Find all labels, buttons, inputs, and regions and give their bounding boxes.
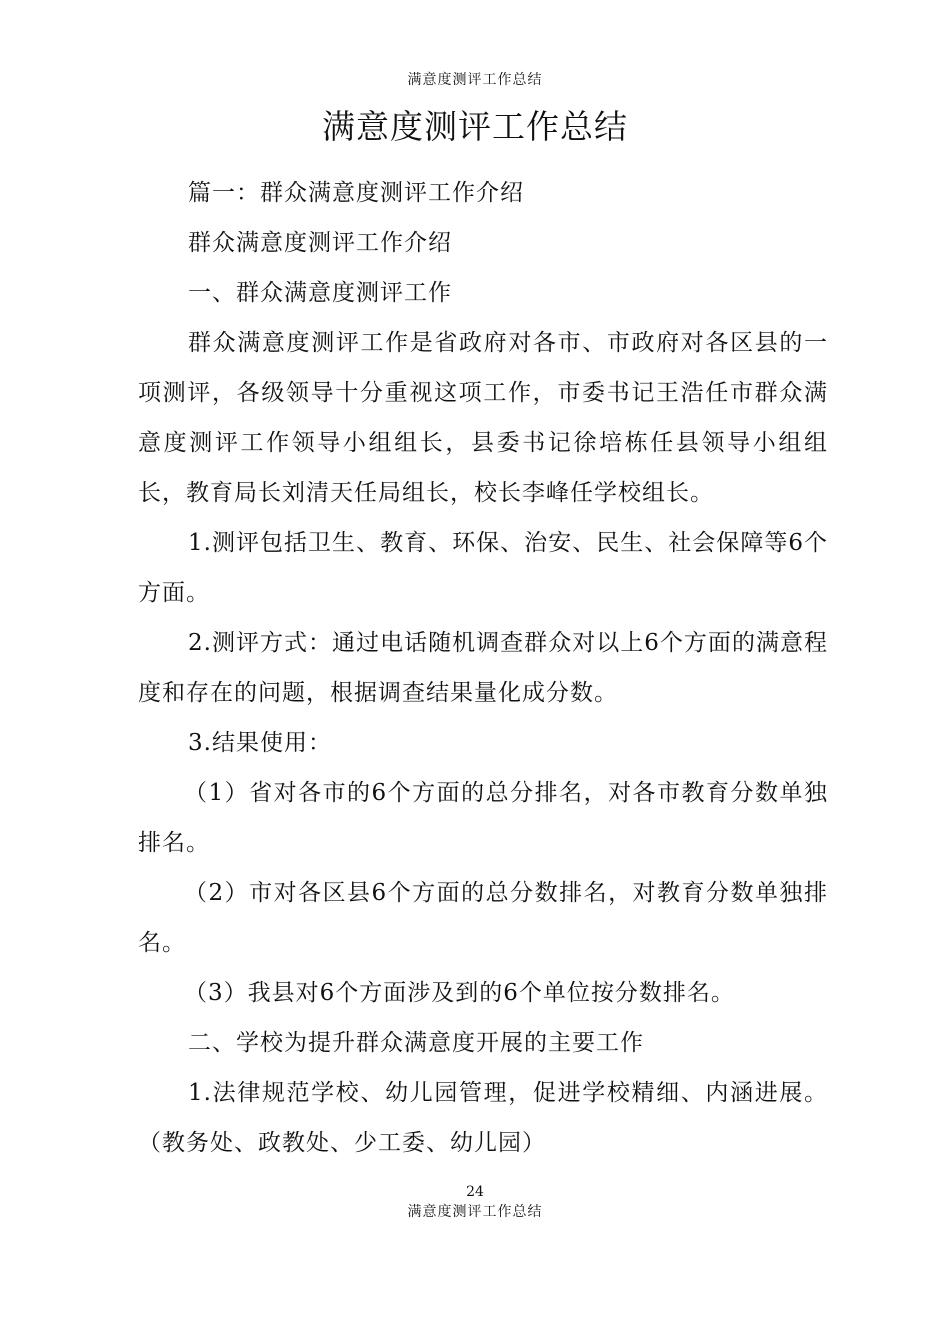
paragraph-subitem-1: （1）省对各市的6个方面的总分排名，对各市教育分数单独排名。: [138, 780, 828, 856]
subheading-intro: 群众满意度测评工作介绍: [188, 230, 452, 256]
paragraph-overview: 群众满意度测评工作是省政府对各市、市政府对各区县的一项测评，各级领导十分重视这项工作，市委书记王浩任市群众满意度测评工作领导小组组长，县委书记徐培栋任县领导小组组长，教育局长刘清天任局组长，校长李峰任学校组长。: [138, 330, 828, 506]
paragraph-item-3: 3.结果使用：: [188, 730, 332, 756]
running-header: 满意度测评工作总结: [407, 72, 543, 88]
document-title: 满意度测评工作总结: [322, 107, 628, 146]
section-heading-one: 一、群众满意度测评工作: [188, 280, 452, 306]
paragraph-subitem-3: （3）我县对6个方面涉及到的6个单位按分数排名。: [184, 980, 735, 1006]
section-heading-part-one: 篇一：群众满意度测评工作介绍: [188, 180, 524, 206]
paragraph-work-item-1: 1.法律规范学校、幼儿园管理，促进学校精细、内涵进展。（教务处、政教处、少工委、幼儿园）: [138, 1080, 828, 1156]
paragraph-item-1: 1.测评包括卫生、教育、环保、治安、民生、社会保障等6个方面。: [138, 530, 828, 606]
paragraph-subitem-2: （2）市对各区县6个方面的总分数排名，对教育分数单独排名。: [138, 880, 828, 956]
running-footer: 满意度测评工作总结: [407, 1204, 543, 1220]
document-body: [138, 168, 828, 1168]
section-heading-two: 二、学校为提升群众满意度开展的主要工作: [188, 1030, 644, 1056]
page-number: 24: [466, 1184, 484, 1200]
paragraph-item-2: 2.测评方式：通过电话随机调查群众对以上6个方面的满意程度和存在的问题，根据调查结果量化成分数。: [138, 630, 828, 706]
